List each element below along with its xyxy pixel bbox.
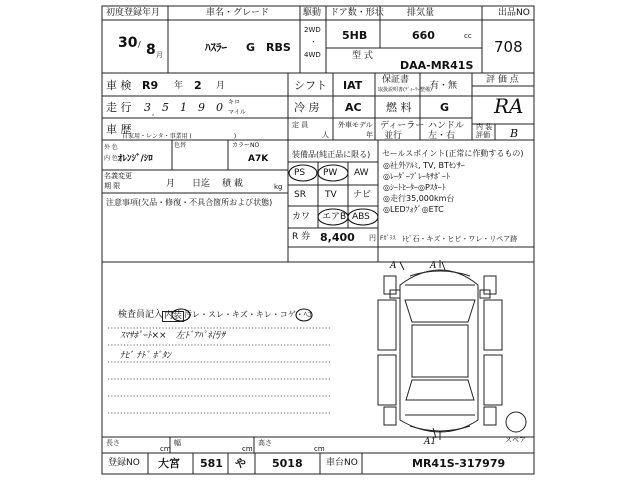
mileage-digit-4: 9: [198, 101, 205, 114]
height-label: 高さ: [258, 439, 272, 447]
displacement-label: 排気量: [407, 8, 435, 18]
shift-label: シフト: [294, 79, 327, 92]
mileage-digit-2: 5: [162, 101, 169, 114]
inspector-note-1: ｽﾏｻﾎﾟｰﾄ×× 左ﾄﾞｱﾊﾟﾈ汚ｻ: [120, 331, 226, 341]
model: DAA-MR41S: [400, 59, 474, 72]
equip-airbag: エアB: [322, 212, 347, 222]
color-int-label: 内 色: [104, 155, 118, 162]
reg-kana: や: [235, 457, 246, 470]
door-shape: 5HB: [342, 29, 368, 42]
grade: G RBS: [246, 41, 291, 54]
shaken-month-unit: 月: [216, 81, 226, 91]
warranty-sub: 取扱説明書(ﾃﾞｨｰﾗｰ整備): [378, 87, 432, 93]
color-value: ｵﾚﾝｼﾞ/ｼﾛ: [118, 154, 153, 164]
outer-model-label: 外車モデル: [338, 121, 373, 129]
warranty-value: 有・無: [430, 81, 458, 91]
reg-city: 大宮: [158, 457, 180, 470]
outer-model-unit: 年: [366, 131, 373, 139]
history-options: 自家用・レンタ・事業用 ( ): [122, 133, 237, 140]
reg-number: 5018: [272, 457, 303, 470]
handle-value: 左・右: [428, 131, 456, 141]
drive-sep: ・: [310, 38, 317, 46]
sales-point-5: ◎LEDﾌｫｸﾞ◎ETC: [383, 205, 444, 214]
equipment-title: 装備品(純正品に限る): [292, 150, 371, 159]
drive-label: 駆動: [303, 8, 322, 18]
dealer-value: 並行: [384, 131, 403, 141]
color-no-label: 色替: [174, 142, 187, 149]
equip-navi: ナビ: [353, 190, 372, 200]
inspector-label: 検査員記入: [118, 310, 164, 320]
fuel-label: 燃 料: [386, 101, 412, 114]
year-slash: /: [138, 40, 141, 49]
lot-no: 708: [494, 38, 523, 56]
interior-label-2: 評価: [476, 131, 490, 139]
score-handwritten: RA: [494, 94, 524, 118]
equip-ps: PS: [294, 168, 306, 178]
drive-2wd: 2WD: [304, 26, 321, 34]
length-unit: cm: [160, 445, 171, 453]
glass-value: ﾄﾋﾞ石・キズ・ヒビ・ワレ・リペア跡: [402, 235, 518, 243]
color-code: A7K: [248, 154, 269, 164]
reg-label: 登録NO: [108, 458, 140, 468]
name-grade-label: 車名・グレード: [206, 8, 270, 18]
displacement: 660: [412, 29, 435, 42]
spare-label: スペア: [505, 436, 526, 444]
load-unit: kg: [274, 183, 283, 191]
shaken-year: R9: [142, 79, 159, 92]
color-code-label: カラーNO: [232, 142, 260, 149]
notes-label: 注意事項(欠品・修復・不具合箇所および状態): [106, 198, 273, 207]
recycle-value: 8,400: [320, 231, 355, 244]
recycle-label: R 券: [292, 232, 311, 242]
dealer-label: ディーラー: [380, 121, 425, 131]
equip-pw: PW: [323, 168, 338, 178]
width-label: 幅: [174, 439, 181, 447]
color-ext-label: 外 色: [104, 144, 118, 151]
shaken-month: 2: [194, 79, 202, 92]
name-change-label: 名義変更: [104, 172, 132, 180]
equip-abs: ABS: [352, 212, 370, 222]
mileage-digit-5: 0: [216, 101, 223, 114]
name-change-sub: 期 限: [104, 182, 121, 190]
mileage-unit-km: キロ: [228, 99, 241, 106]
sales-point-2: ◎ﾚｰﾀﾞｰﾌﾞﾚｰｷｻﾎﾟｰﾄ: [383, 172, 450, 181]
chassis-number: MR41S-317979: [412, 457, 506, 470]
drive-4wd: 4WD: [304, 51, 321, 59]
shift: IAT: [343, 79, 363, 92]
capacity-unit: 人: [322, 131, 329, 139]
door-shape-label: ドア数・形状: [330, 8, 384, 18]
width-unit: cm: [242, 445, 253, 453]
load-label: 積 載: [222, 179, 243, 189]
score-label: 評 価 点: [486, 75, 519, 85]
sales-title: セールスポイント(正常に作動するもの): [382, 149, 524, 158]
first-reg-month: 8: [146, 42, 156, 58]
displacement-unit: cc: [464, 32, 472, 40]
first-reg-year: 30: [118, 35, 138, 51]
model-label: 型 式: [352, 51, 373, 61]
ac: AC: [345, 101, 362, 114]
diagram-mark-bottom: A1: [424, 437, 437, 447]
spare-tire-circle: [506, 412, 526, 432]
mileage-label: 走 行: [106, 101, 132, 114]
warranty-label: 保証書: [382, 75, 410, 85]
inspector-note-2: ﾅﾋﾞ ﾅﾄﾞ ﾎﾞﾀﾝ: [120, 351, 171, 361]
interior-label: 内 装: [476, 123, 493, 131]
mileage-digit-3: 1: [180, 101, 187, 114]
mileage-digit-1: 3: [144, 101, 151, 114]
diagram-mark-top-right: A: [430, 261, 437, 271]
car-name: ﾊｽﾗｰ: [205, 41, 227, 54]
recycle-unit: 円: [369, 234, 376, 242]
shaken-label: 車 検: [106, 79, 132, 92]
equip-sr: SR: [294, 190, 306, 200]
mileage-unit-mile: マイル: [228, 109, 246, 116]
reg-class: 581: [200, 457, 223, 470]
lot-label: 出品NO: [498, 8, 530, 18]
mileage-sep-1: ,: [152, 109, 155, 117]
capacity-label: 定 員: [292, 121, 309, 129]
history-label: 車 歴: [106, 123, 132, 136]
sales-point-1: ◎社外ｱﾙﾐ, TV, BTｾﾝｻｰ: [383, 161, 465, 170]
handle-label: ハンドル: [428, 121, 465, 131]
sales-point-4: ◎走行35,000km台: [383, 194, 455, 203]
name-change-month: 月: [166, 179, 176, 189]
ac-label: 冷 房: [294, 101, 320, 114]
equip-leather: カワ: [292, 212, 311, 222]
equip-tv: TV: [325, 190, 337, 200]
fuel: G: [440, 101, 450, 114]
glass-label: Fｶﾞﾗｽ: [380, 235, 396, 242]
height-unit: cm: [314, 445, 325, 453]
chassis-label: 車台NO: [326, 458, 358, 468]
name-change-date: 日迄: [192, 179, 211, 189]
car-diagram: [378, 260, 502, 440]
inspector-interior-tag: 内装: [164, 311, 183, 321]
inspector-defects: 汚レ・スレ・キズ・キレ・コゲ・ﾍｺ: [184, 310, 312, 319]
shaken-year-unit: 年: [174, 81, 184, 91]
sales-point-3: ◎ｼｰﾄﾋｰﾀｰ◎Pｽﾀｰﾄ: [383, 183, 446, 192]
equip-aw: AW: [354, 168, 369, 178]
length-label: 長さ: [106, 439, 120, 447]
first-reg-month-unit: 月: [156, 51, 163, 59]
diagram-mark-top-left: A: [390, 261, 397, 271]
first-reg-label: 初度登録年月: [106, 8, 161, 18]
interior-score: B: [510, 127, 519, 140]
